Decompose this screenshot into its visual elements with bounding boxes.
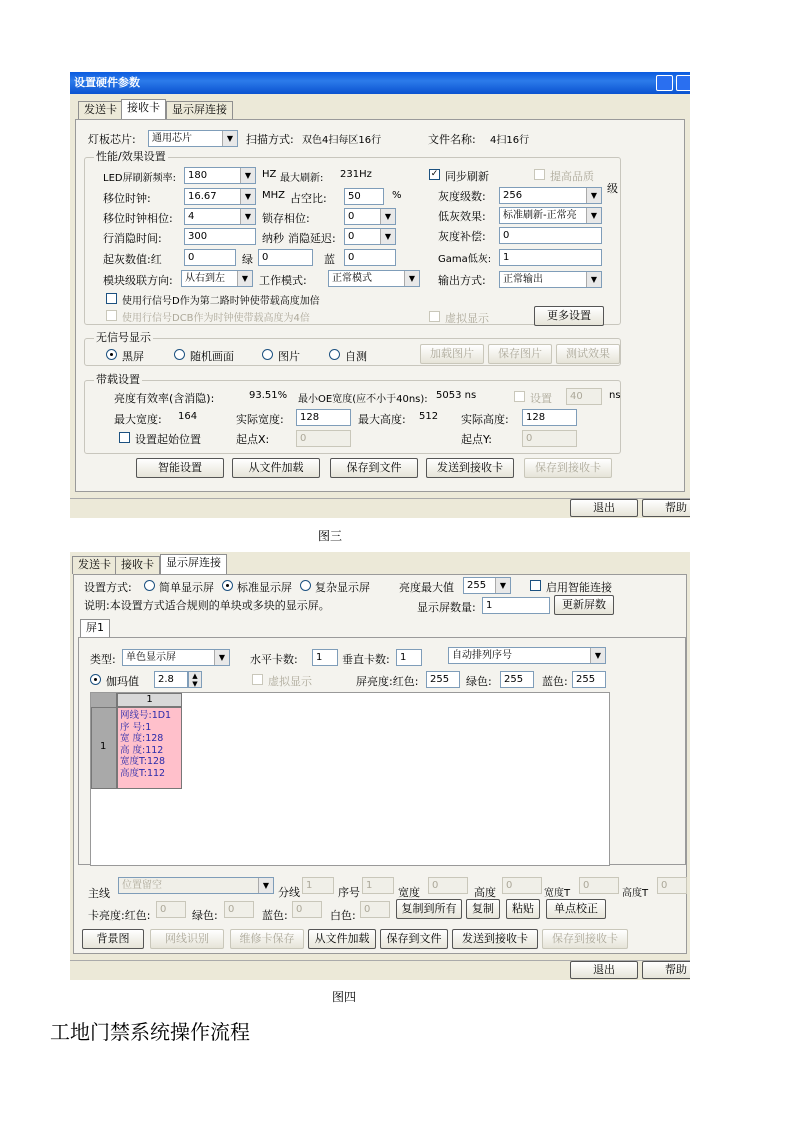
card-green-label: 绿色: [192,909,218,922]
max-refresh-label: 最大刷新: [280,173,324,184]
perf-group-title: 性能/效果设置 [96,150,166,163]
fig3-tab-screen-connect[interactable]: 显示屏连接 [166,101,233,119]
fig3-window [70,72,690,518]
nosignal-group-title: 无信号显示 [96,331,151,344]
screen-count-label: 显示屏数量: [417,601,476,614]
gamma-spinner-icon[interactable]: ▲ ▼ [188,671,202,688]
auto-seq-select[interactable]: 自动排列序号 ▼ [448,647,606,664]
scr-blue-input[interactable]: 255 [572,671,606,688]
max-height-label: 最大高度: [358,413,406,426]
grid-corner [91,693,117,707]
low-gray-label: 低灰效果: [438,210,486,223]
gray-comp-label: 灰度补偿: [438,230,486,243]
height-input[interactable]: 0 [502,877,542,894]
file-label: 文件名称: [428,133,476,146]
output-mode-label: 输出方式: [438,274,486,287]
screen1-tab[interactable]: 屏1 [80,619,110,639]
card-red-input[interactable]: 0 [156,901,186,918]
nosignal-random-label: 随机画面 [190,350,234,363]
more-settings-button[interactable]: 更多设置 [534,306,604,326]
opt1-checkbox[interactable] [106,293,117,304]
load-image-button[interactable]: 加载图片 [420,344,484,364]
fig3-title-bar [70,72,690,94]
hz-unit: HZ [262,169,277,180]
green-label: 绿 [242,253,253,266]
setting-checkbox[interactable] [514,391,525,402]
screen-count-input[interactable]: 1 [482,597,550,614]
hcards-label: 水平卡数: [250,653,298,666]
cell-line-heightT: 高度T:112 [120,767,166,779]
real-height-label: 实际高度: [461,413,509,426]
scr-green-input[interactable]: 255 [500,671,534,688]
duty-input[interactable]: 50 [344,188,384,205]
branch-label: 分线 [278,886,300,899]
ji-unit: 级 [607,182,618,195]
repair-card-save-button[interactable]: 维修卡保存 [230,929,304,949]
grid-col-header: 1 [117,693,182,707]
max-height-value: 512 [419,411,439,422]
max-width-label: 最大宽度: [114,413,162,426]
real-height-input[interactable]: 128 [522,409,577,426]
fig4-tab-receive-card[interactable]: 接收卡 [115,556,160,574]
vcards-input[interactable]: 1 [396,649,422,666]
setup-label: 设置方式: [84,581,132,594]
card-bright-label: 卡亮度:红色: [88,909,151,922]
width-label: 宽度 [398,886,420,899]
width-input[interactable]: 0 [428,877,468,894]
gray-levels-select[interactable]: 256 ▼ [499,187,602,204]
led-refresh-select[interactable]: 180 ▼ [184,167,256,184]
fig4-tab-send-card[interactable]: 发送卡 [72,556,117,574]
save-image-button[interactable]: 保存图片 [488,344,552,364]
max-brightness-select[interactable]: 255 ▼ [463,577,511,594]
start-gray-label: 起灰数值:红 [103,253,162,266]
start-y-input[interactable]: 0 [522,430,577,447]
virtual-checkbox[interactable] [429,311,440,322]
real-width-label: 实际宽度: [236,413,284,426]
cascade-label: 模块级联方向: [103,274,173,287]
start-x-input[interactable]: 0 [296,430,351,447]
blank-delay-label: 消隐延迟: [288,232,336,245]
start-gray-green-input[interactable]: 0 [258,249,313,266]
description-text: 说明:本设置方式适合规则的单块或多块的显示屏。 [84,599,330,612]
grid-row-number: 1 [100,741,107,752]
widthT-input[interactable]: 0 [579,877,619,894]
gamma-low-input[interactable]: 1 [499,249,602,266]
mhz-unit: MHZ [262,190,285,201]
fig4-save-to-file-button[interactable]: 保存到文件 [380,929,448,949]
work-mode-label: 工作模式: [259,274,307,287]
scr-blue-label: 蓝色: [542,675,568,688]
set-start-label: 设置起始位置 [135,433,201,446]
percent-unit: % [392,190,402,201]
chip-label: 灯板芯片: [88,133,136,146]
start-x-label: 起点X: [236,433,270,446]
gamma-low-label: Gama低灰: [438,254,492,265]
setup-simple-label: 简单显示屏 [159,581,214,594]
brightness-eff-label: 亮度有效率(含消隐): [114,392,215,405]
gray-comp-input[interactable]: 0 [499,227,602,244]
fig4-tab-body [73,574,687,954]
fig4-save-to-receiver-button[interactable]: 保存到接收卡 [542,929,628,949]
real-width-input[interactable]: 128 [296,409,351,426]
scr-bright-label: 屏亮度:红色: [356,675,419,688]
blank-time-input[interactable]: 300 [184,228,256,245]
setup-complex-label: 复杂显示屏 [315,581,370,594]
virtual-label: 虚拟显示 [445,312,489,325]
copy-all-button[interactable]: 复制到所有 [396,899,462,919]
load-group-title: 带载设置 [96,373,140,386]
nosignal-black-radio[interactable] [106,349,117,360]
vcards-label: 垂直卡数: [342,653,390,666]
smart-setup-button[interactable]: 智能设置 [136,458,224,478]
gamma-radio[interactable] [90,674,101,685]
fig3-title: 设置硬件参数 [74,76,140,89]
nosignal-random-radio[interactable] [174,349,185,360]
brightness-eff-value: 93.51% [249,390,288,401]
fig3-help-button[interactable]: 帮助 [642,499,690,517]
type-select[interactable]: 单色显示屏 ▼ [122,649,230,666]
cell-line-width: 宽 度:128 [120,733,164,744]
nosignal-image-label: 图片 [278,350,300,363]
led-refresh-label: LED屏刷新频率: [103,173,176,184]
scan-label: 扫描方式: [246,133,294,146]
cell-line-widthT: 宽度T:128 [120,756,166,767]
hq-checkbox[interactable] [534,169,545,180]
low-gray-select[interactable]: 标准刷新-正常亮 ▼ [499,207,602,224]
start-gray-red-input[interactable]: 0 [184,249,236,266]
update-count-button[interactable]: 更新屏数 [554,595,614,615]
opt2-label: 使用行信号DCB作为时钟使带载高度为4倍 [122,313,310,324]
card-green-input[interactable]: 0 [224,901,254,918]
shift-clock-label: 移位时钟: [103,192,151,205]
maximize-icon[interactable] [676,75,690,91]
start-y-label: 起点Y: [461,433,492,446]
blank-delay-select[interactable]: 0 ▼ [344,228,396,245]
setup-standard-label: 标准显示屏 [237,581,292,594]
setting-input[interactable]: 40 [566,388,602,405]
type-label: 类型: [90,653,116,666]
shift-phase-label: 移位时钟相位: [103,212,173,225]
scan-value: 双色4扫每区16行 [302,135,382,146]
duty-label: 占空比: [290,192,327,205]
max-refresh-value: 231Hz [340,169,372,180]
output-mode-select[interactable]: 正常输出 ▼ [499,271,602,288]
background-image-button[interactable]: 背景图 [82,929,144,949]
max-width-value: 164 [178,411,198,422]
fig4-virtual-label: 虚拟显示 [268,675,312,688]
card-blue-label: 蓝色: [262,909,288,922]
shift-clock-select[interactable]: 16.67 ▼ [184,188,256,205]
chip-select[interactable]: 通用芯片 ▼ [148,130,238,147]
nosignal-selftest-radio[interactable] [329,349,340,360]
fig3-exit-button[interactable]: 退出 [570,499,638,517]
paste-button[interactable]: 粘贴 [506,899,540,919]
scr-green-label: 绿色: [466,675,492,688]
setting-label: 设置 [530,392,552,405]
main-line-select[interactable]: 位置留空 ▼ [118,877,274,894]
fig4-exit-button[interactable]: 退出 [570,961,638,979]
scr-red-input[interactable]: 255 [426,671,460,688]
nosignal-black-label: 黑屏 [122,350,144,363]
cascade-select[interactable]: 从右到左 ▼ [181,270,253,287]
blue-label: 蓝 [324,253,335,266]
send-to-receiver-button[interactable]: 发送到接收卡 [426,458,514,478]
gamma-label: 伽玛值 [106,675,139,688]
seq-input[interactable]: 1 [362,877,394,894]
gamma-input[interactable]: 2.8 [154,671,188,688]
fig4-virtual-checkbox[interactable] [252,674,263,685]
setup-simple-radio[interactable] [144,580,155,591]
save-to-receiver-button[interactable]: 保存到接收卡 [524,458,612,478]
setting-ns-unit: ns [609,390,621,401]
hcards-input[interactable]: 1 [312,649,338,666]
min-oe-label: 最小OE宽度(应不小于40ns): [298,394,428,405]
card-white-label: 白色: [330,909,356,922]
heightT-label: 高度T [622,888,649,899]
fig3-tab-body [75,119,685,492]
setup-standard-radio[interactable] [222,580,233,591]
fig4-send-to-receiver-button[interactable]: 发送到接收卡 [452,929,538,949]
save-to-file-button[interactable]: 保存到文件 [330,458,418,478]
grid-cell[interactable] [117,707,182,789]
fig3-tab-receive-card[interactable]: 接收卡 [121,99,166,119]
height-label: 高度 [474,886,496,899]
smart-connect-label: 启用智能连接 [546,581,612,594]
opt2-checkbox[interactable] [106,310,117,321]
widthT-label: 宽度T [544,888,571,899]
sync-refresh-checkbox[interactable]: ✓ [430,169,439,179]
cell-line-height: 高 度:112 [120,744,164,756]
ns-unit: 纳秒 [262,232,284,245]
shift-phase-select[interactable]: 4 ▼ [184,208,256,225]
card-blue-input[interactable]: 0 [292,901,322,918]
section-heading: 工地门禁系统操作流程 [50,1020,250,1044]
file-value: 4扫16行 [490,135,530,146]
gray-levels-label: 灰度级数: [438,190,486,203]
min-oe-value: 5053 ns [436,390,477,401]
test-effect-button[interactable]: 测试效果 [556,344,620,364]
set-start-checkbox[interactable] [119,432,130,443]
fig3-tab-send-card[interactable]: 发送卡 [78,101,123,119]
latch-label: 锁存相位: [262,212,310,225]
smart-connect-checkbox[interactable] [530,580,541,591]
fig4-caption: 图四 [332,990,357,1004]
single-calib-button[interactable]: 单点校正 [546,899,606,919]
netline-identify-button[interactable]: 网线识别 [150,929,224,949]
setup-complex-radio[interactable] [300,580,311,591]
hq-label: 提高品质 [550,170,594,183]
card-white-input[interactable]: 0 [360,901,390,918]
seq-label: 序号 [338,886,360,899]
work-mode-select[interactable]: 正常模式 ▼ [328,270,420,287]
start-gray-blue-input[interactable]: 0 [344,249,396,266]
load-from-file-button[interactable]: 从文件加载 [232,458,320,478]
branch-input[interactable]: 1 [302,877,334,894]
copy-button[interactable]: 复制 [466,899,500,919]
fig4-help-button[interactable]: 帮助 [642,961,690,979]
minimize-icon[interactable] [656,75,673,91]
cell-line-netline: 网线号:1D1 [120,710,172,721]
blank-time-label: 行消隐时间: [103,232,162,245]
nosignal-selftest-label: 自测 [345,350,367,363]
sync-refresh-label: 同步刷新 [445,170,489,183]
fig3-caption: 图三 [318,529,343,543]
latch-select[interactable]: 0 ▼ [344,208,396,225]
main-line-label: 主线 [88,887,110,900]
max-brightness-label: 亮度最大值 [399,581,454,594]
nosignal-image-radio[interactable] [262,349,273,360]
fig4-window [70,552,690,980]
heightT-input[interactable]: 0 [657,877,687,894]
cell-line-seq: 序 号:1 [120,721,152,733]
opt1-label: 使用行信号D作为第二路时钟使带载高度加倍 [122,296,320,307]
fig4-tab-screen-connect[interactable]: 显示屏连接 [160,554,227,574]
fig4-load-from-file-button[interactable]: 从文件加载 [308,929,376,949]
